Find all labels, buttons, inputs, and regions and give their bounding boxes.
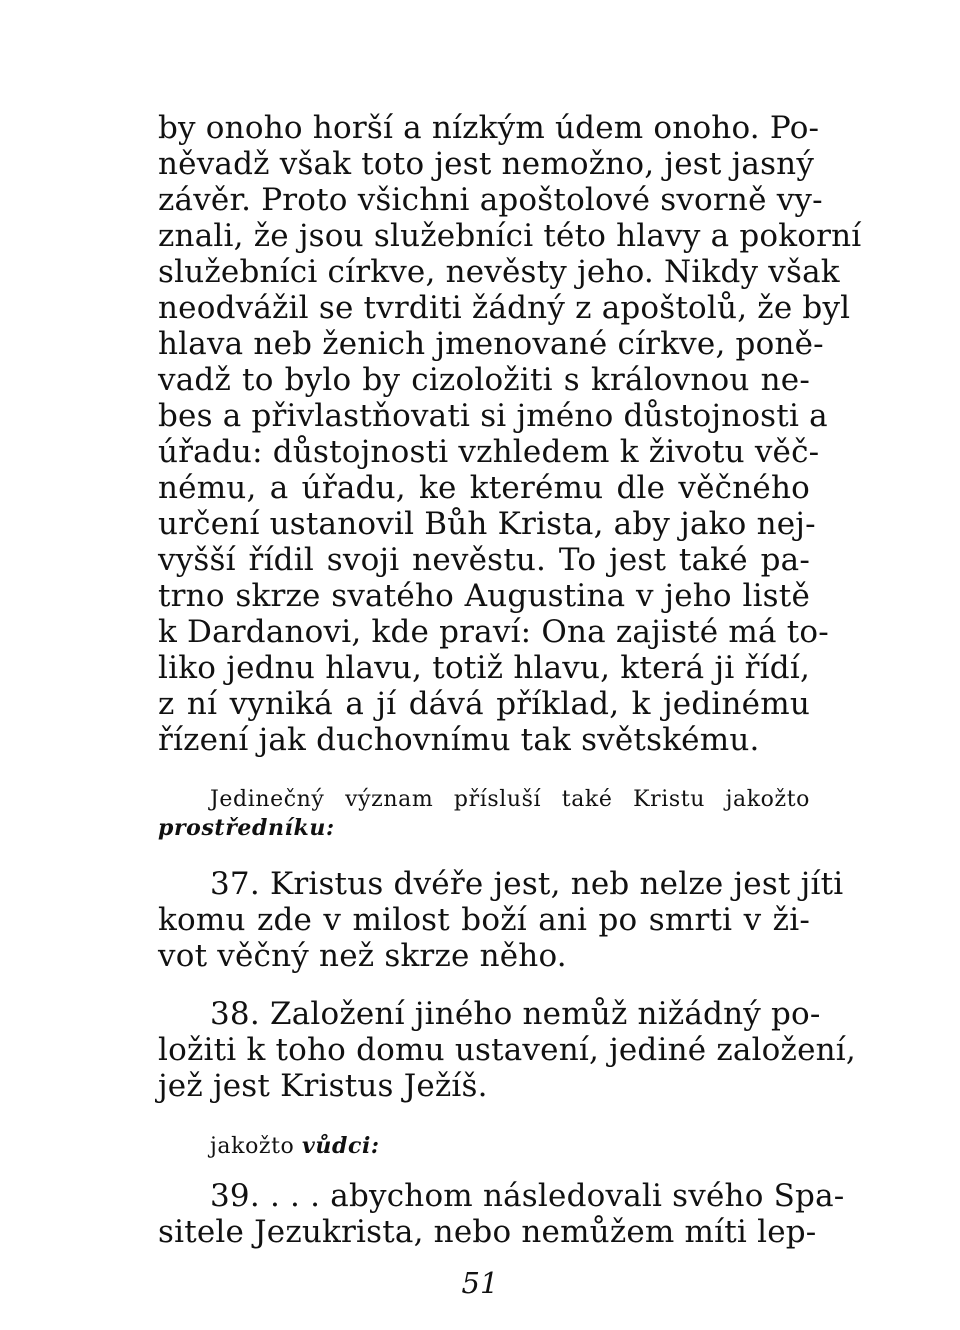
body-line-10: úřadu: důstojnosti vzhledem k životu věč- (158, 434, 820, 470)
section-heading-2 (210, 1132, 810, 1160)
body-line-16: liko jednu hlavu, totiž hlavu, která ji řídí, (158, 650, 810, 686)
paragraph-39-line-2: sitele Jezukrista, nebo nemůžem míti lep- (158, 1214, 817, 1250)
body-line-7: hlava neb ženich jmenované církve, poně- (158, 326, 824, 362)
paragraph-39-line-1: 39. . . . abychom následovali svého Spa- (210, 1178, 845, 1214)
body-line-3: závěr. Proto všichni apoštolové svorně vy- (158, 182, 823, 218)
body-line-11: nému, a úřadu, ke kterému dle věčného (158, 470, 810, 506)
body-line-17: z ní vyniká a jí dává příklad, k jedinému (158, 686, 810, 722)
section-heading-1-continuation: prostředníku: (158, 815, 335, 841)
body-line-9: bes a přivlastňovati si jméno důstojnosti a (158, 398, 828, 434)
body-line-6: neodvážil se tvrditi žádný z apoštolů, že byl (158, 290, 851, 326)
paragraph-38-line-1: 38. Založení jiného nemůž nižádný po- (210, 996, 821, 1032)
body-line-18: řízení jak duchovnímu tak světskému. (158, 722, 760, 758)
body-line-4: znali, že jsou služebníci této hlavy a pokorní (158, 218, 862, 254)
body-line-5: služebníci církve, nevěsty jeho. Nikdy však (158, 254, 840, 290)
body-line-8: vadž to bylo by cizoložiti s královnou ne- (158, 362, 810, 398)
body-line-15: k Dardanovi, kde praví: Ona zajisté má to- (158, 614, 829, 650)
section-heading-2-plain: jakožto (210, 1134, 302, 1159)
body-line-13: vyšší řídil svoji nevěstu. To jest také pa- (158, 542, 810, 578)
page-number: 51 (461, 1266, 499, 1300)
section-heading-1: Jedinečný význam přísluší také Kristu jakožto (210, 787, 810, 812)
paragraph-38-line-3: jež jest Kristus Ježíš. (158, 1068, 488, 1104)
paragraph-38-line-2: ložiti k toho domu ustavení, jediné založení, (158, 1032, 856, 1068)
paragraph-37-line-3: vot věčný než skrze něho. (158, 938, 567, 974)
body-line-1: by onoho horší a nízkým údem onoho. Po- (158, 110, 820, 146)
body-line-2: něvadž však toto jest nemožno, jest jasný (158, 146, 815, 182)
body-line-14: trno skrze svatého Augustina v jeho listě (158, 578, 810, 614)
section-heading-2-italic: vůdci: (301, 1133, 380, 1159)
body-line-12: určení ustanovil Bůh Krista, aby jako nej- (158, 506, 816, 542)
paragraph-37-line-2: komu zde v milost boží ani po smrti v ži- (158, 902, 810, 938)
paragraph-37-line-1: 37. Kristus dvéře jest, neb nelze jest jíti (210, 866, 844, 902)
